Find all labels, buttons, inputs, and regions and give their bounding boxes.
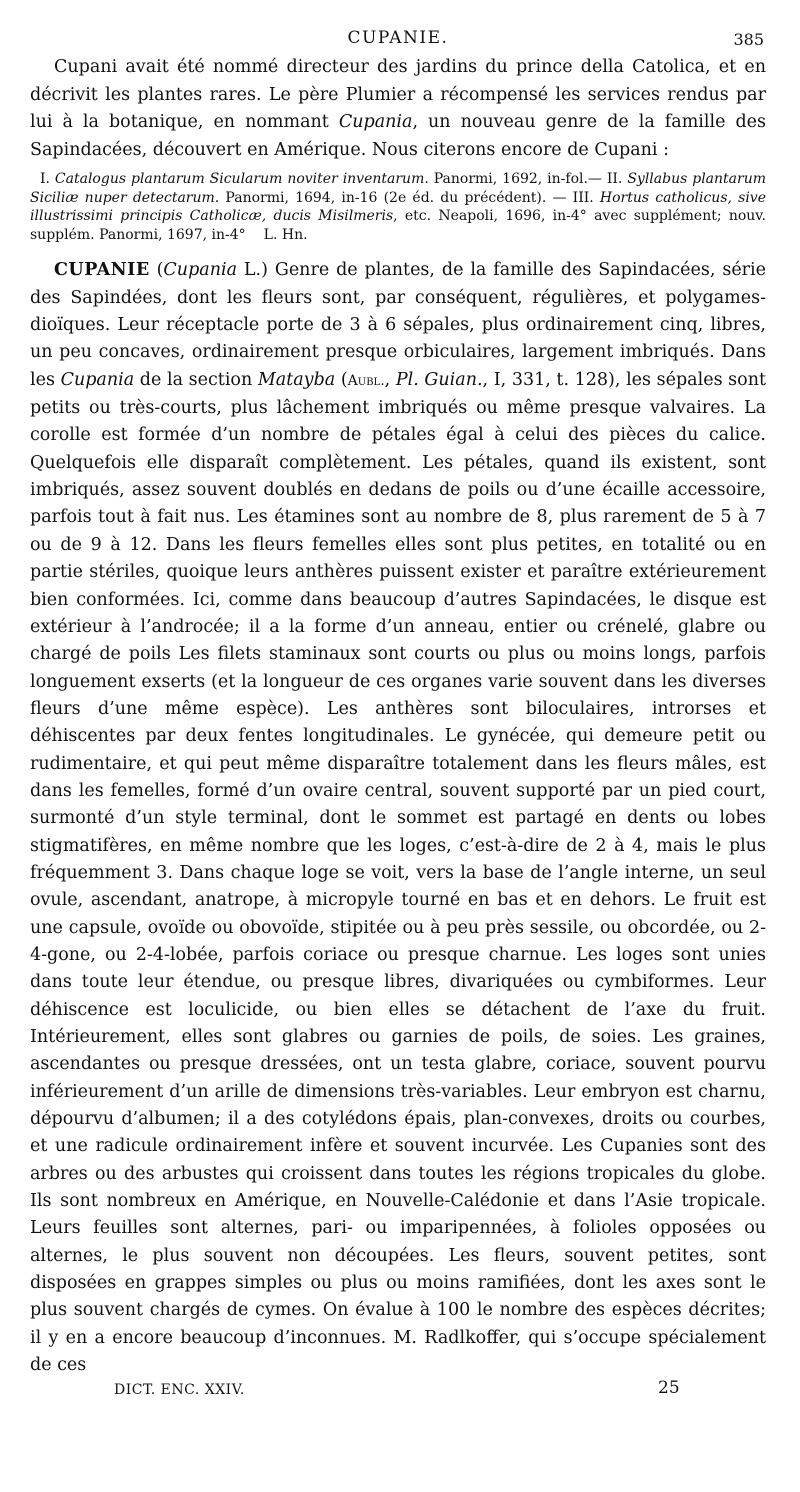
biblio-p3: , etc. Neapoli, 1696, in-4° avec supplément; nouv. supplém. Panormi, 1697, in-4° bbox=[30, 208, 766, 243]
article-s3: de la section bbox=[134, 369, 258, 390]
intro-text: Cupani avait été nommé directeur des jardins du prince della Catolica, et en décrivit les plantes rares. Le père Plumier a récompensé les services rendus par lui à la botanique, en nommant bbox=[30, 57, 766, 133]
intro-text-2: , un nouveau genre de la famille des Sapindacées, découvert en Amérique. Nous citerons encore de Cupani : bbox=[30, 112, 766, 160]
page bbox=[30, 26, 766, 1398]
article-author: Aubl. bbox=[347, 372, 385, 389]
article-section: Matayba bbox=[257, 369, 336, 390]
article-s2: L.) Genre de plantes, de la famille des Sapindacées, série des Sapindées, dont les fleurs sont, par conséquent, régulières, et polygames-dioïques. Leur réceptacle porte de 3 à 6 sépales, plus ordinairement cinq, libres, un peu concaves, ordinairement presque orbiculaires, largement imbriqués. Dans les bbox=[30, 260, 766, 390]
running-title: CUPANIE. bbox=[347, 28, 449, 48]
article-cupanie bbox=[30, 257, 766, 1379]
page-footer bbox=[30, 1378, 766, 1402]
sheet-number: 25 bbox=[658, 1378, 680, 1398]
biblio-title-1: Catalogus plantarum Sicularum noviter inventarum bbox=[54, 171, 425, 188]
article-headword: CUPANIE bbox=[54, 260, 150, 281]
article-work: Pl. Guian. bbox=[395, 369, 483, 390]
article-s4: ( bbox=[335, 369, 348, 390]
article-s6: , I, 331, t. 128), les sépales sont petits ou très-courts, plus lâchement imbriqués ou même presque valvaires. La corolle est formée d’un nombre de pétales égal à celui des pièces du calice. Quelquefois elle disparaît complètement. Les pétales, quand ils existent, sont imbriqués, assez souvent doublés en dedans de poils ou d’une écaille accessoire, parfois tout à fait nus. Les étamines sont au nombre de 8, plus rarement de 5 à 7 ou de 9 à 12. Dans les fleurs femelles elles sont plus petites, en totalité ou en partie stériles, quoique leurs anthères puissent exister et paraître extérieurement bien conformées. Ici, comme dans beaucoup d’autres Sapindacées, le disque est extérieur à l’androcée; il a la forme d’un anneau, entier ou crénelé, glabre ou chargé de poils Les filets staminaux sont courts ou plus ou moins longs, parfois longuement exserts (et la longueur de ces organes varie souvent dans les diverses fleurs d’une même espèce). Les anthères sont biloculaires, introrses et déhiscentes par deux fentes longitudinales. Le gynécée, qui demeure petit ou rudimentaire, et qui peut même disparaître totalement dans les fleurs mâles, est dans les femelles, formé d’un ovaire central, souvent supporté par un pied court, surmonté d’un style terminal, dont le sommet est partagé en dents ou lobes stigmatifères, en même nombre que les loges, c’est-à-dire de 2 à 4, mais le plus fréquemment 3. Dans chaque loge se voit, vers la base de l’angle interne, un seul ovule, ascendant, anatrope, à micropyle tourné en bas et en dehors. Le fruit est une capsule, ovoïde ou obovoïde, stipitée ou à peu près sessile, ou obcordée, ou 2-4-gone, ou 2-4-lobée, parfois coriace ou presque charnue. Les loges sont unies dans toute leur étendue, ou presque libres, divariquées ou cymbiformes. Leur déhiscence est loculicide, ou bien elles se détachent de l’axe du fruit. Intérieurement, elles sont glabres ou garnies de poils, de soies. Les graines, ascendantes ou presque dressées, ont un testa glabre, coriace, souvent pourvu inférieurement d’un arille de dimensions très-variables. Leur embryon est charnu, dépourvu d’albumen; il a des cotylédons épais, plan-convexes, droits ou courbes, et une radicule ordinairement infère et souvent incurvée. Les Cupanies sont des arbres ou des arbustes qui croissent dans toutes les régions tropicales du globe. Ils sont nombreux en Amérique, en Nouvelle-Calédonie et dans l’Asie tropicale. Leurs feuilles sont alternes, pari- ou imparipennées, à folioles opposées ou alternes, le plus souvent non découpées. Les fleurs, souvent petites, sont disposées en grappes simples ou plus ou moins ramifiées, dont les axes sont le plus souvent chargés de cymes. On évalue à 100 le nombre des espèces décrites; il y en a encore beaucoup d’inconnues. M. Radlkoffer, qui s’occupe spécialement de ces bbox=[30, 369, 766, 1376]
page-header bbox=[30, 26, 766, 54]
signature-mark: DICT. ENC. XXIV. bbox=[114, 1382, 245, 1398]
article-s5: , bbox=[384, 369, 396, 390]
biblio-title-2: Syllabus plantarum Siciliæ nuper detectarum bbox=[30, 171, 766, 206]
page-number: 385 bbox=[733, 30, 764, 49]
biblio-p1: . Panormi, 1692, in-fol.— II. bbox=[424, 171, 628, 188]
article-genus-2: Cupania bbox=[60, 369, 135, 390]
article-s1: ( bbox=[149, 260, 164, 281]
intro-paragraph bbox=[30, 54, 766, 164]
biblio-p2: . Panormi, 1694, in-16 (2e éd. du précédent). — III. bbox=[214, 189, 600, 206]
article-genus-latin: Cupania bbox=[163, 260, 238, 281]
intro-genus: Cupania bbox=[338, 112, 413, 133]
biblio-title-3: Hortus catholicus, sive illustrissimi principis Catholicæ, ducis Misilmeris bbox=[30, 189, 766, 225]
author-signature: L. Hn. bbox=[263, 226, 308, 243]
bibliography bbox=[30, 170, 766, 244]
biblio-n1: I. bbox=[40, 171, 55, 188]
